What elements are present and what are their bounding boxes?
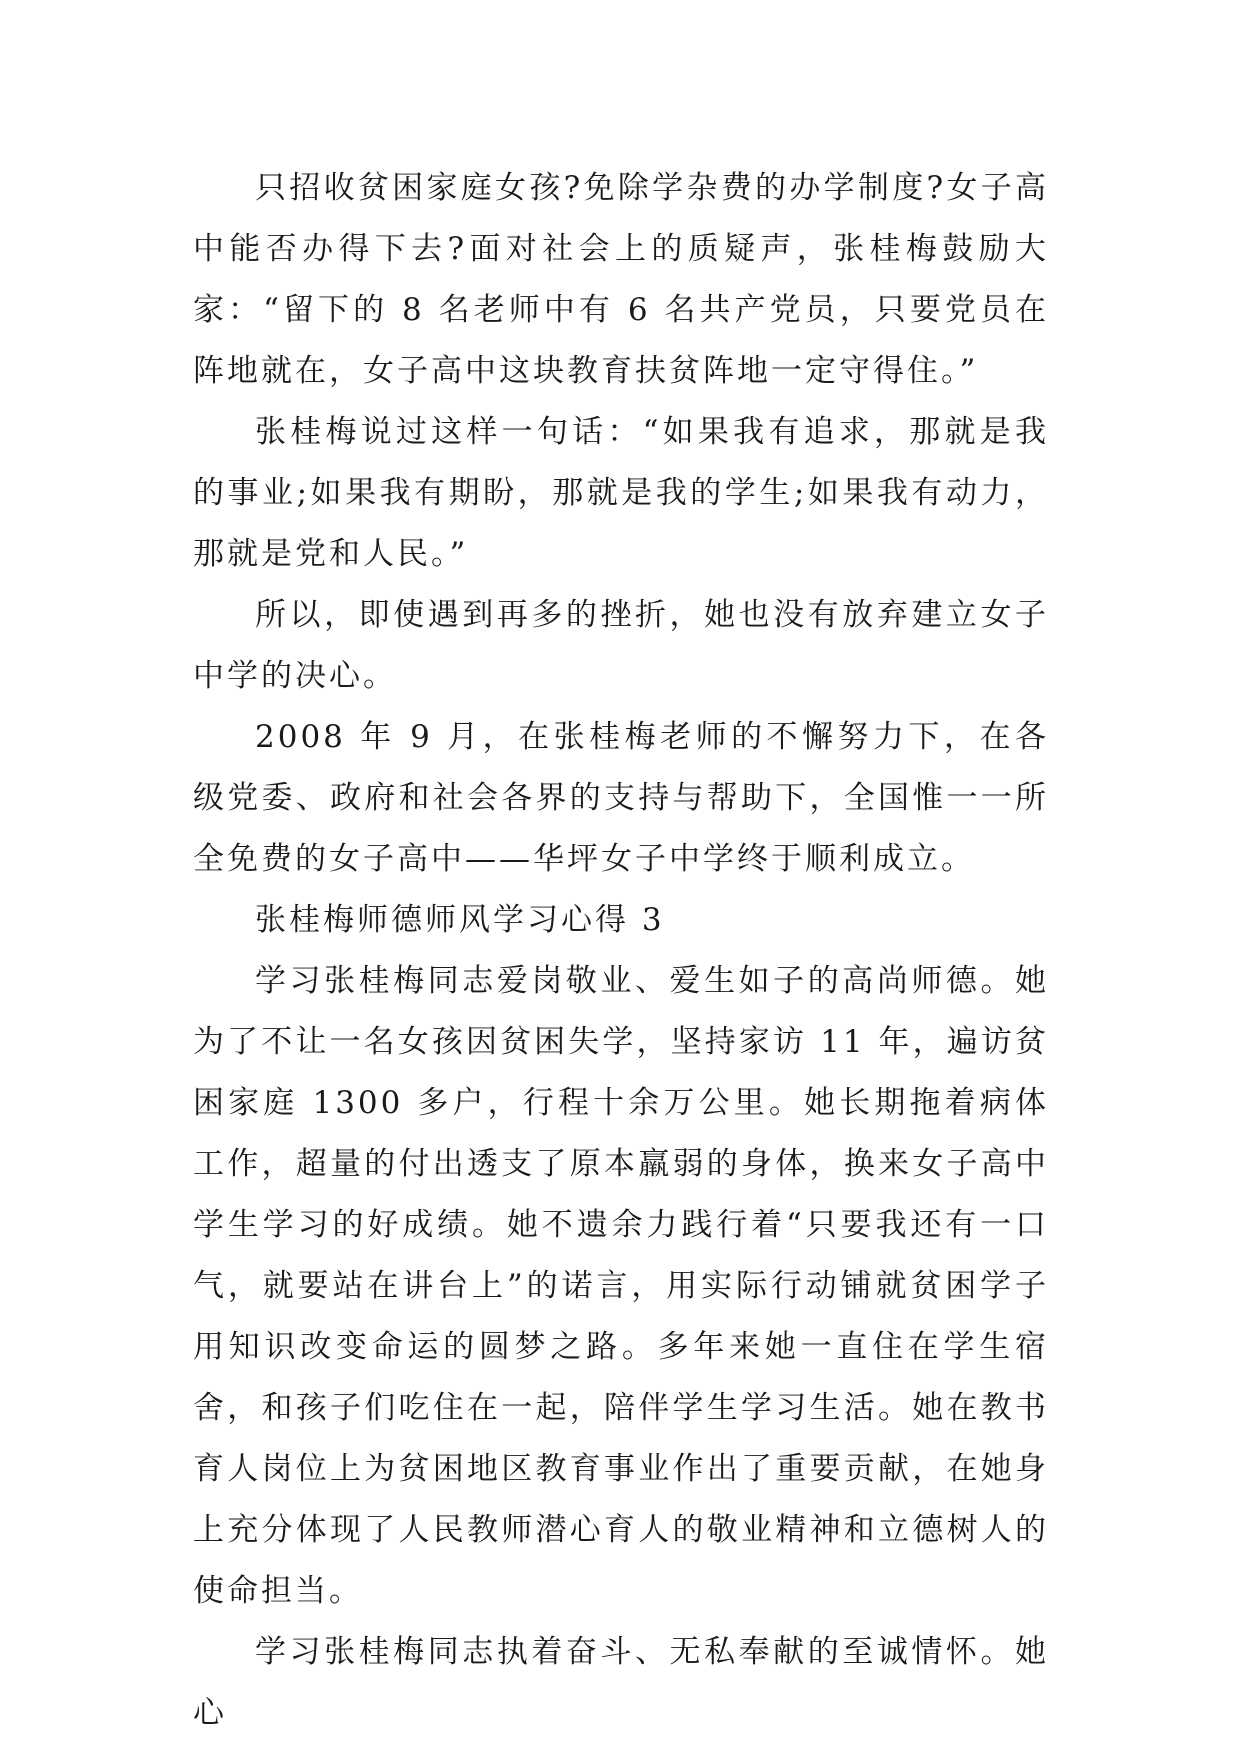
paragraph-teacher-ethics: 学习张桂梅同志爱岗敬业、爱生如子的高尚师德。她为了不让一名女孩因贫困失学，坚持家访 11 年，遍访贫困家庭 1300 多户，行程十余万公里。她长期拖着病体工作，超量的付出透支了原本羸弱的身体，换来女子高中学生学习的好成绩。她不遗余力践行着“只要我还有一口气，就要站在讲台上”的诺言，用实际行动铺就贫困学子用知识改变命运的圆梦之路。多年来她一直住在学生宿舍，和孩子们吃住在一起，陪伴学生学习生活。她在教书育人岗位上为贫困地区教育事业作出了重要贡献，在她身上充分体现了人民教师潜心育人的敬业精神和立德树人的使命担当。 xyxy=(193,963,1049,1609)
paragraph-founding: 2008 年 9 月，在张桂梅老师的不懈努力下，在各级党委、政府和社会各界的支持与帮助下，全国惟一一所全免费的女子高中——华坪女子中学终于顺利成立。 xyxy=(193,719,1049,877)
paragraph-determination: 所以，即使遇到再多的挫折，她也没有放弃建立女子中学的决心。 xyxy=(193,597,1049,694)
section-heading: 张桂梅师德师风学习心得 3 xyxy=(255,902,665,938)
paragraph-school-policy: 只招收贫困家庭女孩?免除学杂费的办学制度?女子高中能否办得下去?面对社会上的质疑声，张桂梅鼓励大家：“留下的 8 名老师中有 6 名共产党员，只要党员在阵地就在，女子高中这块教育扶贫阵地一定守得住。” xyxy=(193,170,1049,389)
document-body xyxy=(193,158,1049,1744)
paragraph-dedication: 学习张桂梅同志执着奋斗、无私奉献的至诚情怀。她心 xyxy=(193,1634,1049,1731)
paragraph-quote: 张桂梅说过这样一句话：“如果我有追求，那就是我的事业;如果我有期盼，那就是我的学生;如果我有动力，那就是党和人民。” xyxy=(193,414,1049,572)
